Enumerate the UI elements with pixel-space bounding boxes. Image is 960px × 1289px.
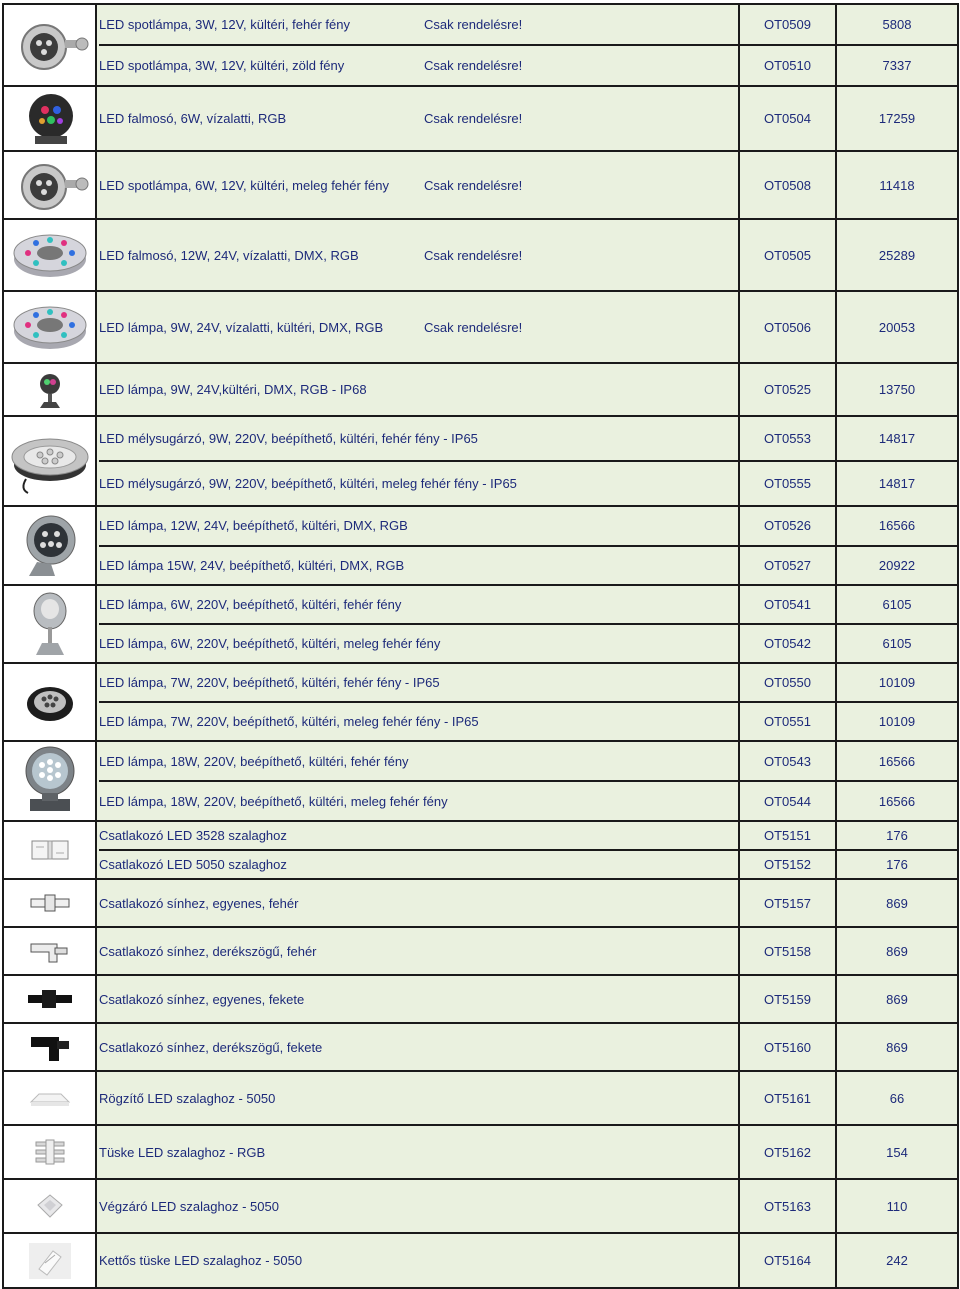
product-price-block bbox=[837, 822, 957, 878]
product-price-block bbox=[837, 1234, 957, 1287]
product-name-cell bbox=[96, 1023, 739, 1071]
product-image-cell bbox=[3, 291, 96, 363]
product-price: 869 bbox=[886, 895, 908, 911]
product-code: OT0525 bbox=[764, 382, 811, 397]
price-table bbox=[2, 3, 959, 1289]
product-price-cell bbox=[836, 1071, 958, 1125]
product-price: 14817 bbox=[837, 460, 957, 505]
product-code: OT0541 bbox=[764, 597, 811, 612]
product-code: OT0550 bbox=[764, 675, 811, 690]
product-code-block bbox=[740, 664, 835, 740]
product-code-cell bbox=[739, 1023, 836, 1071]
rail-connector-angle-black-icon bbox=[4, 1027, 95, 1067]
product-name: Tüske LED szalaghoz - RGB bbox=[99, 1144, 266, 1160]
ring-rgb-lamp-icon bbox=[4, 227, 95, 283]
product-code: OT5163 bbox=[764, 1198, 811, 1214]
product-price-cell bbox=[836, 821, 958, 879]
product-image-cell bbox=[3, 1233, 96, 1288]
product-name-block bbox=[99, 742, 738, 820]
product-image-cell bbox=[3, 219, 96, 291]
product-price-cell bbox=[836, 86, 958, 151]
product-code-cell bbox=[739, 4, 836, 86]
product-name-block bbox=[99, 928, 738, 974]
product-code: OT5164 bbox=[764, 1253, 811, 1268]
product-code-cell bbox=[739, 151, 836, 219]
product-code: OT0527 bbox=[740, 545, 835, 585]
product-name: Csatlakozó sínhez, derékszögű, fehér bbox=[99, 943, 317, 959]
product-name-block bbox=[99, 1234, 738, 1287]
product-name-cell bbox=[96, 151, 739, 219]
table-row bbox=[3, 1179, 958, 1233]
product-line bbox=[99, 822, 738, 849]
rail-connector-angle-white-icon bbox=[4, 934, 95, 968]
product-name-block bbox=[99, 976, 738, 1022]
product-price-block bbox=[837, 1024, 957, 1070]
product-price: 242 bbox=[886, 1253, 908, 1268]
product-code: OT5162 bbox=[764, 1144, 811, 1160]
product-price-cell bbox=[836, 741, 958, 821]
product-code: OT0526 bbox=[764, 518, 811, 534]
table-row bbox=[3, 975, 958, 1023]
product-price-cell bbox=[836, 1179, 958, 1233]
product-name: LED lámpa, 12W, 24V, beépíthető, kültéri, DMX, RGB bbox=[99, 518, 408, 534]
product-code-cell bbox=[739, 821, 836, 879]
price-table-body bbox=[3, 4, 958, 1288]
product-price-block bbox=[837, 292, 957, 362]
double-pin-icon bbox=[4, 1239, 95, 1283]
product-line bbox=[99, 310, 738, 345]
product-price-block bbox=[837, 742, 957, 820]
table-row bbox=[3, 219, 958, 291]
product-name-block bbox=[99, 880, 738, 926]
product-name-cell bbox=[96, 1071, 739, 1125]
product-code: OT5161 bbox=[764, 1090, 811, 1106]
product-name: Csatlakozó sínhez, egyenes, fekete bbox=[99, 991, 305, 1007]
product-code-block bbox=[740, 292, 835, 362]
product-name: LED spotlámpa, 3W, 12V, kültéri, fehér fény bbox=[99, 17, 350, 32]
product-price-cell bbox=[836, 219, 958, 291]
product-name-cell bbox=[96, 1233, 739, 1288]
product-price: 13750 bbox=[878, 382, 916, 397]
table-row bbox=[3, 741, 958, 821]
product-price-cell bbox=[836, 1125, 958, 1179]
strip-clip-icon bbox=[4, 1084, 95, 1112]
order-note: Csak rendelésre! bbox=[424, 111, 523, 126]
product-name: LED lámpa 15W, 24V, beépíthető, kültéri, DMX, RGB bbox=[99, 557, 405, 573]
table-row bbox=[3, 1023, 958, 1071]
product-price: 14817 bbox=[878, 431, 916, 446]
inground-light-icon bbox=[4, 425, 95, 497]
product-code-cell bbox=[739, 1179, 836, 1233]
product-name-block bbox=[99, 292, 738, 362]
product-line bbox=[99, 44, 738, 85]
table-row bbox=[3, 1233, 958, 1288]
product-price: 176 bbox=[837, 849, 957, 878]
product-price-cell bbox=[836, 1023, 958, 1071]
product-name: LED falmosó, 6W, vízalatti, RGB bbox=[99, 111, 287, 126]
product-price-cell bbox=[836, 4, 958, 86]
ring-rgb-lamp-icon bbox=[4, 299, 95, 355]
bracket-spot-icon bbox=[4, 589, 95, 659]
product-name-cell bbox=[96, 741, 739, 821]
product-name-block bbox=[99, 1126, 738, 1178]
product-code-block bbox=[740, 1126, 835, 1178]
spotlight-icon bbox=[4, 14, 95, 76]
product-line bbox=[99, 701, 738, 740]
product-line bbox=[99, 664, 738, 701]
table-row bbox=[3, 506, 958, 585]
product-code-cell bbox=[739, 506, 836, 585]
table-row bbox=[3, 1125, 958, 1179]
product-line bbox=[99, 623, 738, 662]
product-name: LED lámpa, 6W, 220V, beépíthető, kültéri, meleg fehér fény bbox=[99, 636, 441, 651]
product-image-cell bbox=[3, 416, 96, 506]
spotlight-icon bbox=[4, 154, 95, 216]
product-price: 6105 bbox=[837, 623, 957, 662]
product-image-cell bbox=[3, 821, 96, 879]
product-code-cell bbox=[739, 927, 836, 975]
product-code: OT5159 bbox=[764, 991, 811, 1007]
product-line bbox=[99, 780, 738, 820]
order-note: Csak rendelésre! bbox=[424, 17, 523, 32]
product-line bbox=[99, 940, 738, 963]
product-name: Végzáró LED szalaghoz - 5050 bbox=[99, 1198, 279, 1214]
product-line bbox=[99, 5, 738, 44]
product-code-block bbox=[740, 976, 835, 1022]
table-row bbox=[3, 291, 958, 363]
table-row bbox=[3, 86, 958, 151]
product-name-cell bbox=[96, 927, 739, 975]
product-price-cell bbox=[836, 506, 958, 585]
product-line bbox=[99, 507, 738, 545]
product-name-block bbox=[99, 152, 738, 218]
order-note: Csak rendelésre! bbox=[424, 247, 523, 263]
product-name: LED lámpa, 18W, 220V, beépíthető, kültéri, meleg fehér fény bbox=[99, 793, 448, 809]
rail-connector-straight-black-icon bbox=[4, 984, 95, 1014]
product-price: 16566 bbox=[878, 518, 916, 534]
floodlight-icon bbox=[4, 745, 95, 817]
product-name-block bbox=[99, 664, 738, 740]
small-garden-lamp-icon bbox=[4, 370, 95, 410]
product-price: 869 bbox=[886, 943, 908, 959]
product-name: LED lámpa, 7W, 220V, beépíthető, kültéri, fehér fény - IP65 bbox=[99, 675, 440, 690]
product-name-cell bbox=[96, 86, 739, 151]
product-name: Kettős tüske LED szalaghoz - 5050 bbox=[99, 1253, 303, 1268]
rail-connector-straight-white-icon bbox=[4, 888, 95, 918]
product-name-cell bbox=[96, 4, 739, 86]
product-name: LED lámpa, 18W, 220V, beépíthető, kültéri, fehér fény bbox=[99, 753, 409, 769]
product-code-cell bbox=[739, 741, 836, 821]
product-name: Csatlakozó sínhez, derékszögű, fekete bbox=[99, 1039, 323, 1055]
product-code-block bbox=[740, 1072, 835, 1124]
product-name: Csatlakozó LED 5050 szalaghoz bbox=[99, 857, 287, 872]
product-name: LED mélysugárzó, 9W, 220V, beépíthető, kültéri, fehér fény - IP65 bbox=[99, 431, 478, 446]
product-name-cell bbox=[96, 879, 739, 927]
product-price-cell bbox=[836, 1233, 958, 1288]
product-code: OT0505 bbox=[764, 247, 811, 263]
product-price: 7337 bbox=[837, 44, 957, 85]
product-price-block bbox=[837, 664, 957, 740]
product-name: LED spotlámpa, 3W, 12V, kültéri, zöld fény bbox=[99, 58, 345, 73]
product-price-cell bbox=[836, 879, 958, 927]
product-code: OT0551 bbox=[740, 701, 835, 740]
product-code: OT0508 bbox=[764, 177, 811, 193]
product-price: 10109 bbox=[837, 701, 957, 740]
product-code-block bbox=[740, 586, 835, 662]
black-disc-lamp-icon bbox=[4, 678, 95, 726]
product-price: 110 bbox=[886, 1198, 908, 1214]
product-price-block bbox=[837, 364, 957, 415]
product-code-cell bbox=[739, 86, 836, 151]
product-image-cell bbox=[3, 879, 96, 927]
product-code: OT0553 bbox=[764, 431, 811, 446]
product-line bbox=[99, 988, 738, 1011]
product-code-block bbox=[740, 417, 835, 505]
product-code: OT0504 bbox=[764, 111, 811, 126]
product-price-cell bbox=[836, 927, 958, 975]
product-name: Csatlakozó sínhez, egyenes, fehér bbox=[99, 895, 299, 911]
product-price-block bbox=[837, 5, 957, 85]
product-image-cell bbox=[3, 975, 96, 1023]
table-row bbox=[3, 663, 958, 741]
product-code-block bbox=[740, 822, 835, 878]
product-code-block bbox=[740, 364, 835, 415]
product-price-cell bbox=[836, 363, 958, 416]
product-line bbox=[99, 892, 738, 915]
product-code: OT0542 bbox=[740, 623, 835, 662]
product-price: 20053 bbox=[878, 319, 916, 335]
product-code-cell bbox=[739, 416, 836, 506]
product-code-cell bbox=[739, 1125, 836, 1179]
product-code-block bbox=[740, 152, 835, 218]
product-price-block bbox=[837, 1180, 957, 1232]
product-code-cell bbox=[739, 975, 836, 1023]
product-price: 66 bbox=[889, 1090, 905, 1106]
product-code-block bbox=[740, 742, 835, 820]
product-line bbox=[99, 1036, 738, 1059]
product-image-cell bbox=[3, 741, 96, 821]
product-price-block bbox=[837, 507, 957, 584]
product-name: LED mélysugárzó, 9W, 220V, beépíthető, kültéri, meleg fehér fény - IP65 bbox=[99, 476, 517, 491]
product-name-cell bbox=[96, 291, 739, 363]
product-price-cell bbox=[836, 975, 958, 1023]
product-name: LED lámpa, 6W, 220V, beépíthető, kültéri, fehér fény bbox=[99, 597, 402, 612]
product-price-block bbox=[837, 152, 957, 218]
product-line bbox=[99, 1193, 738, 1219]
product-name: LED lámpa, 9W, 24V, vízalatti, kültéri, DMX, RGB bbox=[99, 319, 384, 335]
product-price: 869 bbox=[886, 1039, 908, 1055]
product-price: 17259 bbox=[878, 111, 916, 126]
product-line bbox=[99, 545, 738, 585]
product-image-cell bbox=[3, 363, 96, 416]
rgb-underwater-lamp-icon bbox=[4, 90, 95, 148]
product-image-cell bbox=[3, 1023, 96, 1071]
product-price-cell bbox=[836, 416, 958, 506]
product-code-block bbox=[740, 1234, 835, 1287]
product-name-block bbox=[99, 586, 738, 662]
product-code-block bbox=[740, 5, 835, 85]
product-name: LED lámpa, 9W, 24V,kültéri, DMX, RGB - IP68 bbox=[99, 382, 367, 397]
product-line bbox=[99, 1085, 738, 1111]
product-code-block bbox=[740, 220, 835, 290]
product-name-block bbox=[99, 1024, 738, 1070]
product-line bbox=[99, 1247, 738, 1274]
product-price-block bbox=[837, 880, 957, 926]
product-code-cell bbox=[739, 1071, 836, 1125]
product-line bbox=[99, 169, 738, 202]
product-code-block bbox=[740, 507, 835, 584]
product-name-block bbox=[99, 507, 738, 584]
product-name-cell bbox=[96, 821, 739, 879]
product-code-block bbox=[740, 1024, 835, 1070]
product-price-cell bbox=[836, 663, 958, 741]
product-price-block bbox=[837, 87, 957, 150]
product-image-cell bbox=[3, 4, 96, 86]
product-code-block bbox=[740, 928, 835, 974]
table-row bbox=[3, 1071, 958, 1125]
order-note: Csak rendelésre! bbox=[424, 58, 523, 73]
product-name-block bbox=[99, 87, 738, 150]
product-name-block bbox=[99, 1180, 738, 1232]
product-price-block bbox=[837, 586, 957, 662]
product-name-block bbox=[99, 5, 738, 85]
product-price: 6105 bbox=[882, 597, 912, 612]
product-image-cell bbox=[3, 86, 96, 151]
product-line bbox=[99, 417, 738, 460]
product-line bbox=[99, 377, 738, 403]
product-line bbox=[99, 460, 738, 505]
product-price: 20922 bbox=[837, 545, 957, 585]
product-code-cell bbox=[739, 291, 836, 363]
product-price-cell bbox=[836, 291, 958, 363]
product-code-cell bbox=[739, 663, 836, 741]
product-code-cell bbox=[739, 363, 836, 416]
product-image-cell bbox=[3, 506, 96, 585]
table-row bbox=[3, 585, 958, 663]
product-name-cell bbox=[96, 1125, 739, 1179]
product-price-cell bbox=[836, 585, 958, 663]
product-code: OT0543 bbox=[764, 753, 811, 769]
product-price: 176 bbox=[886, 828, 908, 843]
order-note: Csak rendelésre! bbox=[424, 319, 523, 335]
table-row bbox=[3, 821, 958, 879]
product-code-cell bbox=[739, 879, 836, 927]
product-name: LED spotlámpa, 6W, 12V, kültéri, meleg fehér fény bbox=[99, 177, 390, 193]
product-image-cell bbox=[3, 1071, 96, 1125]
product-line bbox=[99, 238, 738, 273]
round-spot-icon bbox=[4, 512, 95, 580]
product-code-block bbox=[740, 880, 835, 926]
product-image-cell bbox=[3, 1125, 96, 1179]
product-code: OT5157 bbox=[764, 895, 811, 911]
product-price: 10109 bbox=[878, 675, 916, 690]
product-image-cell bbox=[3, 663, 96, 741]
product-code-block bbox=[740, 1180, 835, 1232]
product-price: 16566 bbox=[878, 753, 916, 769]
product-name: LED lámpa, 7W, 220V, beépíthető, kültéri, meleg fehér fény - IP65 bbox=[99, 714, 479, 729]
product-image-cell bbox=[3, 1179, 96, 1233]
product-code-cell bbox=[739, 1233, 836, 1288]
product-price-block bbox=[837, 928, 957, 974]
product-name-cell bbox=[96, 663, 739, 741]
product-code: OT0555 bbox=[740, 460, 835, 505]
product-name-block bbox=[99, 364, 738, 415]
product-image-cell bbox=[3, 585, 96, 663]
product-price-block bbox=[837, 1126, 957, 1178]
product-name-cell bbox=[96, 506, 739, 585]
strip-connector-icon bbox=[4, 835, 95, 865]
product-price: 16566 bbox=[837, 780, 957, 820]
product-line bbox=[99, 103, 738, 135]
pin-connector-icon bbox=[4, 1134, 95, 1170]
product-code: OT5160 bbox=[764, 1039, 811, 1055]
order-note: Csak rendelésre! bbox=[424, 177, 523, 193]
product-name-block bbox=[99, 1072, 738, 1124]
product-name-cell bbox=[96, 219, 739, 291]
product-name-block bbox=[99, 822, 738, 878]
product-price-block bbox=[837, 417, 957, 505]
product-code: OT0510 bbox=[740, 44, 835, 85]
product-price: 11418 bbox=[879, 177, 915, 193]
product-name: Csatlakozó LED 3528 szalaghoz bbox=[99, 828, 287, 843]
table-row bbox=[3, 151, 958, 219]
product-code-cell bbox=[739, 585, 836, 663]
product-price: 869 bbox=[886, 991, 908, 1007]
product-name-cell bbox=[96, 1179, 739, 1233]
product-name: Rögzítő LED szalaghoz - 5050 bbox=[99, 1090, 276, 1106]
product-line bbox=[99, 742, 738, 780]
product-price: 154 bbox=[886, 1144, 908, 1160]
product-name-cell bbox=[96, 363, 739, 416]
product-name: LED falmosó, 12W, 24V, vízalatti, DMX, RGB bbox=[99, 247, 359, 263]
end-cap-icon bbox=[4, 1189, 95, 1223]
product-code-block bbox=[740, 87, 835, 150]
product-code: OT5151 bbox=[764, 828, 811, 843]
table-row bbox=[3, 416, 958, 506]
product-name-cell bbox=[96, 585, 739, 663]
product-price: 5808 bbox=[882, 17, 912, 32]
product-code: OT5158 bbox=[764, 943, 811, 959]
table-row bbox=[3, 879, 958, 927]
table-row bbox=[3, 363, 958, 416]
product-price-block bbox=[837, 976, 957, 1022]
product-price-cell bbox=[836, 151, 958, 219]
product-image-cell bbox=[3, 151, 96, 219]
product-code: OT0544 bbox=[740, 780, 835, 820]
product-name-cell bbox=[96, 975, 739, 1023]
product-name-block bbox=[99, 417, 738, 505]
table-row bbox=[3, 4, 958, 86]
product-image-cell bbox=[3, 927, 96, 975]
table-row bbox=[3, 927, 958, 975]
product-name-cell bbox=[96, 416, 739, 506]
product-price-block bbox=[837, 220, 957, 290]
product-price-block bbox=[837, 1072, 957, 1124]
product-code: OT0509 bbox=[764, 17, 811, 32]
product-line bbox=[99, 586, 738, 623]
product-line bbox=[99, 1139, 738, 1165]
product-code: OT5152 bbox=[740, 849, 835, 878]
product-code: OT0506 bbox=[764, 319, 811, 335]
product-code-cell bbox=[739, 219, 836, 291]
product-price: 25289 bbox=[878, 247, 916, 263]
product-name-block bbox=[99, 220, 738, 290]
product-line bbox=[99, 849, 738, 878]
